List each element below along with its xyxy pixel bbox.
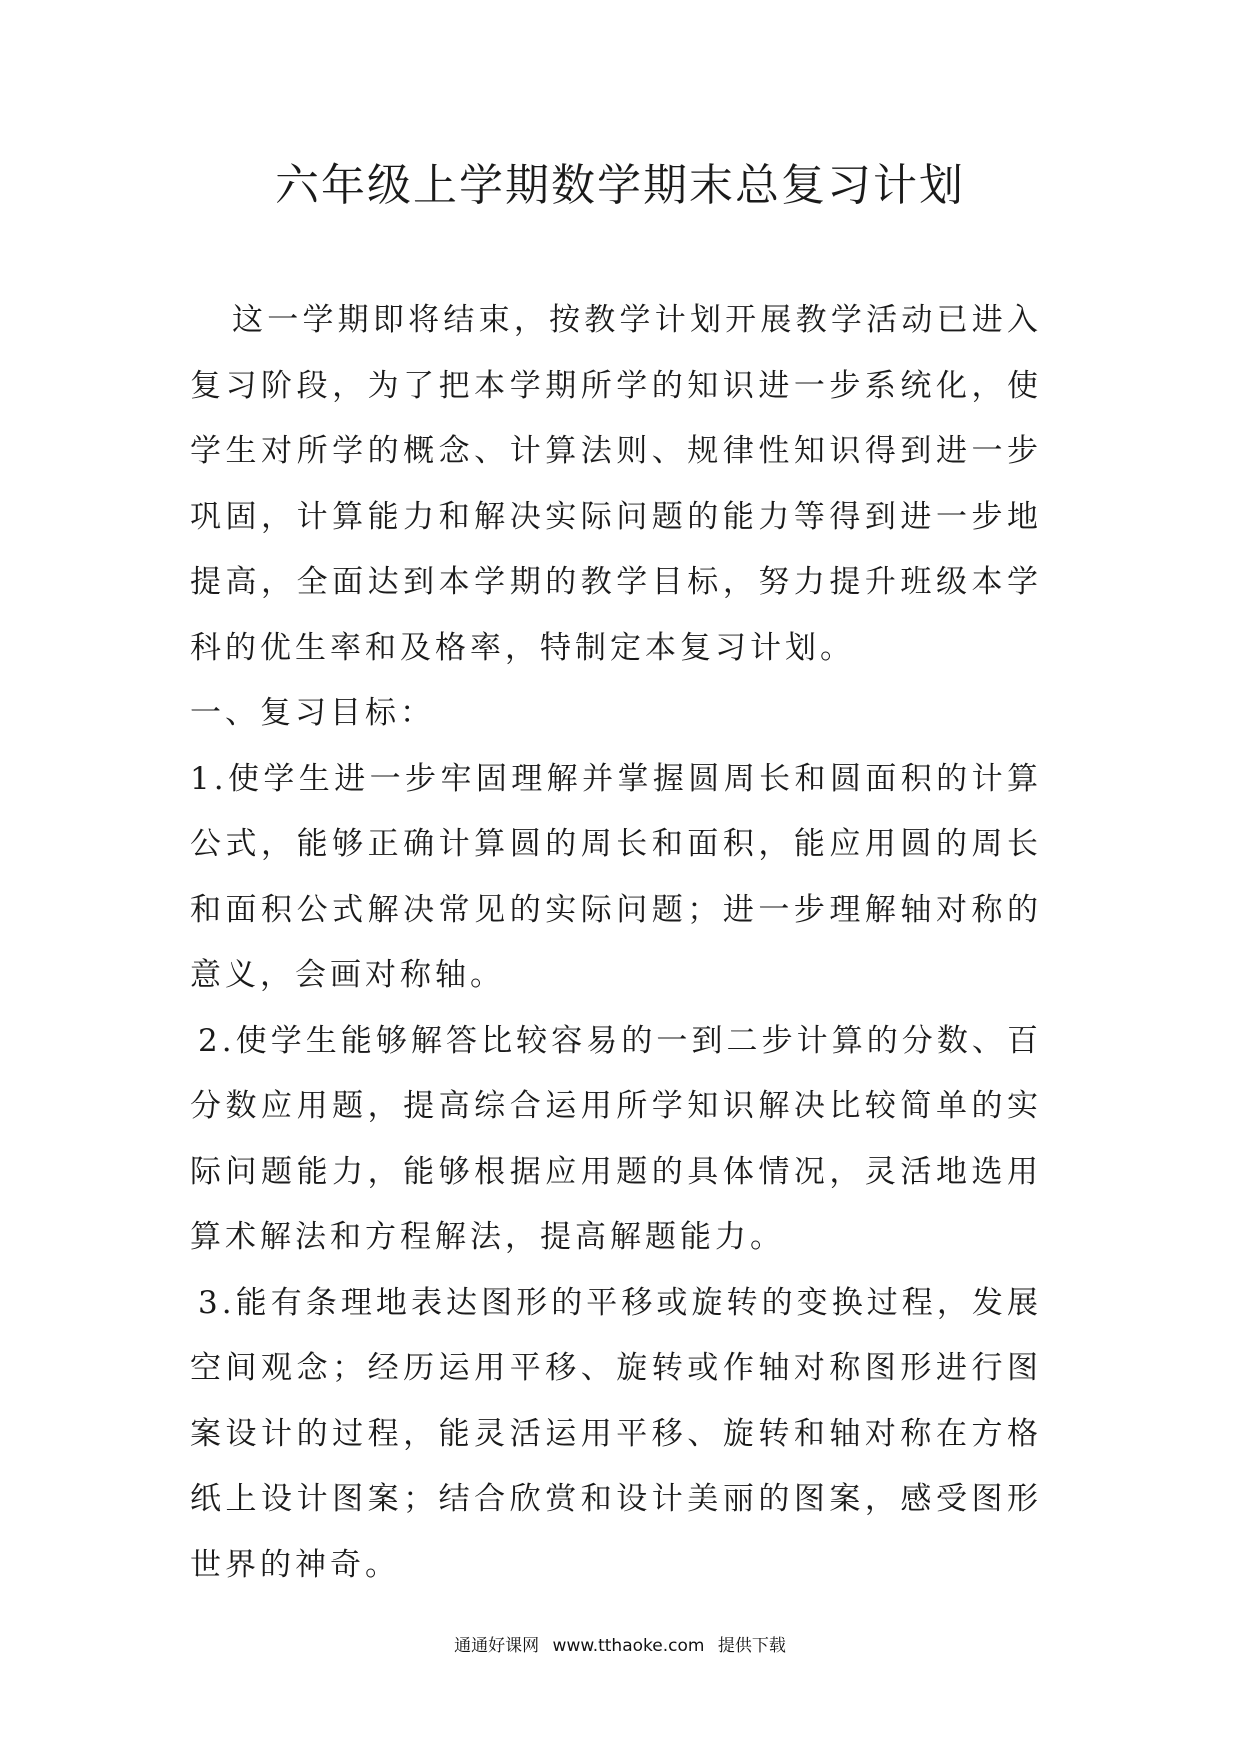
goal-item-1: 1.使学生进一步牢固理解并掌握圆周长和圆面积的计算公式，能够正确计算圆的周长和面积，能应用圆的周长和面积公式解决常见的实际问题；进一步理解轴对称的意义，会画对称轴。	[190, 760, 1042, 993]
document-body	[190, 288, 1042, 1598]
document-title: 六年级上学期数学期末总复习计划	[275, 160, 965, 211]
footer-site-name: 通通好课网	[454, 1636, 540, 1656]
section-heading: 一、复习目标：	[190, 695, 435, 731]
intro-paragraph: 这一学期即将结束，按教学计划开展教学活动已进入复习阶段，为了把本学期所学的知识进一步系统化，使学生对所学的概念、计算法则、规律性知识得到进一步巩固，计算能力和解决实际问题的能力等得到进一步地提高，全面达到本学期的教学目标，努力提升班级本学科的优生率和及格率，特制定本复习计划。	[190, 302, 1042, 666]
footer-url[interactable]: www.tthaoke.com	[552, 1636, 705, 1656]
footer-suffix: 提供下载	[717, 1636, 786, 1656]
page-footer	[0, 1634, 1240, 1658]
goal-item-3: 3.能有条理地表达图形的平移或旋转的变换过程，发展空间观念；经历运用平移、旋转或作轴对称图形进行图案设计的过程，能灵活运用平移、旋转和轴对称在方格纸上设计图案；结合欣赏和设计美丽的图案，感受图形世界的神奇。	[190, 1284, 1042, 1583]
goal-item-2: 2.使学生能够解答比较容易的一到二步计算的分数、百分数应用题，提高综合运用所学知识解决比较简单的实际问题能力，能够根据应用题的具体情况，灵活地选用算术解法和方程解法，提高解题能力。	[190, 1022, 1042, 1255]
